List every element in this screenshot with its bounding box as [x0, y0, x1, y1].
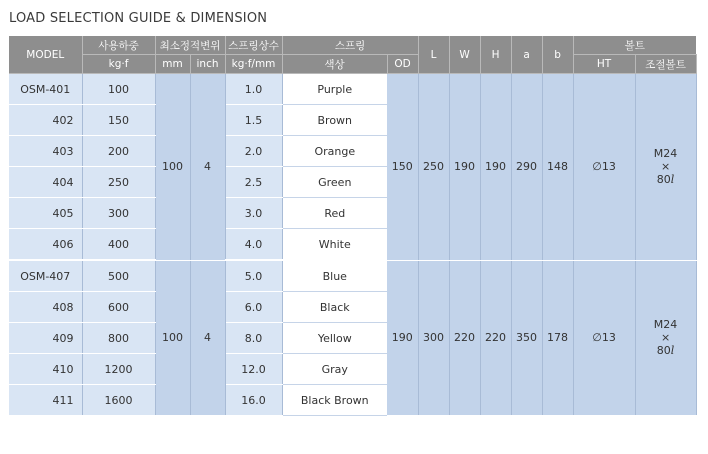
- spring-const-cell: 16.0: [225, 385, 282, 416]
- page-title: LOAD SELECTION GUIDE & DIMENSION: [9, 11, 268, 26]
- header-L: L: [418, 36, 449, 74]
- model-cell: OSM-401: [9, 74, 82, 105]
- spring-const-cell: 2.0: [225, 136, 282, 167]
- min-adjust-inch-cell: 4: [190, 74, 225, 261]
- dim-ht-cell: 250: [418, 74, 449, 261]
- spring-const-cell: 8.0: [225, 323, 282, 354]
- min-adjust-mm-cell: 100: [155, 74, 190, 261]
- model-cell: 404: [9, 167, 82, 198]
- model-cell: 409: [9, 323, 82, 354]
- dim-od-cell: 150: [387, 74, 418, 261]
- header-model: MODEL: [9, 36, 82, 74]
- dim-ht-cell: 300: [418, 260, 449, 416]
- spring-color-cell: Orange: [282, 136, 387, 167]
- spring-const-cell: 2.5: [225, 167, 282, 198]
- dim-w-cell: 220: [480, 260, 511, 416]
- adjust-bolt-line: [636, 318, 696, 331]
- header-mm: mm: [155, 55, 190, 74]
- load-cell: 1600: [82, 385, 155, 416]
- spring-color-cell: Black: [282, 292, 387, 323]
- spring-const-cell: 5.0: [225, 260, 282, 292]
- adjust-bolt-text: ×: [660, 331, 671, 345]
- adjust-bolt-cell: [635, 260, 696, 416]
- spring-const-cell: 12.0: [225, 354, 282, 385]
- header-W: W: [449, 36, 480, 74]
- spring-const-cell: 1.0: [225, 74, 282, 105]
- header-a: a: [511, 36, 542, 74]
- header-spring-const-unit: kg·f/mm: [225, 55, 282, 74]
- header-spring: 스프링: [282, 36, 418, 55]
- spring-const-cell: 4.0: [225, 229, 282, 261]
- spring-color-cell: Brown: [282, 105, 387, 136]
- adjust-bolt-line: [636, 344, 696, 357]
- header-spring-const: 스프링상수: [225, 36, 282, 55]
- model-cell: 402: [9, 105, 82, 136]
- model-cell: 408: [9, 292, 82, 323]
- spring-color-cell: Green: [282, 167, 387, 198]
- load-selection-table: [9, 36, 696, 416]
- model-cell: 405: [9, 198, 82, 229]
- adjust-bolt-line: [636, 147, 696, 160]
- header-ht: HT: [573, 55, 635, 74]
- load-cell: 400: [82, 229, 155, 261]
- spring-color-cell: Purple: [282, 74, 387, 105]
- dim-a-cell: 148: [542, 74, 573, 261]
- header-min-adjust: 최소정적변위: [155, 36, 225, 55]
- header-load: 사용하중: [82, 36, 155, 55]
- header-H: H: [480, 36, 511, 74]
- spring-color-cell: Black Brown: [282, 385, 387, 416]
- adjust-bolt-text: M24: [653, 147, 678, 161]
- dim-a-cell: 178: [542, 260, 573, 416]
- min-adjust-inch-cell: 4: [190, 260, 225, 416]
- spring-color-cell: White: [282, 229, 387, 261]
- dim-b-cell: ∅13: [573, 260, 635, 416]
- dim-h-cell: 290: [511, 74, 542, 261]
- dim-l-cell: 220: [449, 260, 480, 416]
- dim-b-cell: ∅13: [573, 74, 635, 261]
- header-b: b: [542, 36, 573, 74]
- header-bolt: 볼트: [573, 36, 696, 55]
- spring-const-cell: 1.5: [225, 105, 282, 136]
- adjust-bolt-text: 80: [656, 344, 671, 358]
- dim-od-cell: 190: [387, 260, 418, 416]
- load-cell: 200: [82, 136, 155, 167]
- load-cell: 150: [82, 105, 155, 136]
- load-cell: 100: [82, 74, 155, 105]
- adjust-bolt-cell: [635, 74, 696, 261]
- header-adjust-bolt: 조절볼트: [635, 55, 696, 74]
- load-cell: 1200: [82, 354, 155, 385]
- header-color: 색상: [282, 55, 387, 74]
- spring-const-cell: 6.0: [225, 292, 282, 323]
- header-od: OD: [387, 55, 418, 74]
- adjust-bolt-text: 80: [656, 173, 671, 187]
- adjust-bolt-line: [636, 173, 696, 186]
- adjust-bolt-unit: l: [670, 344, 675, 358]
- spring-color-cell: Red: [282, 198, 387, 229]
- min-adjust-mm-cell: 100: [155, 260, 190, 416]
- dim-w-cell: 190: [480, 74, 511, 261]
- load-cell: 800: [82, 323, 155, 354]
- table-row: [9, 260, 696, 292]
- model-cell: 411: [9, 385, 82, 416]
- spring-color-cell: Yellow: [282, 323, 387, 354]
- load-cell: 600: [82, 292, 155, 323]
- adjust-bolt-text: M24: [653, 318, 678, 332]
- load-cell: 500: [82, 260, 155, 292]
- model-cell: OSM-407: [9, 260, 82, 292]
- dim-h-cell: 350: [511, 260, 542, 416]
- dim-l-cell: 190: [449, 74, 480, 261]
- spring-const-cell: 3.0: [225, 198, 282, 229]
- table-row: [9, 74, 696, 105]
- spring-color-cell: Blue: [282, 260, 387, 292]
- model-cell: 410: [9, 354, 82, 385]
- adjust-bolt-line: [636, 331, 696, 344]
- spring-color-cell: Gray: [282, 354, 387, 385]
- adjust-bolt-text: ×: [660, 160, 671, 174]
- adjust-bolt-line: [636, 160, 696, 173]
- adjust-bolt-unit: l: [670, 173, 675, 187]
- load-cell: 250: [82, 167, 155, 198]
- model-cell: 403: [9, 136, 82, 167]
- header-inch: inch: [190, 55, 225, 74]
- header-load-unit: kg·f: [82, 55, 155, 74]
- model-cell: 406: [9, 229, 82, 261]
- load-cell: 300: [82, 198, 155, 229]
